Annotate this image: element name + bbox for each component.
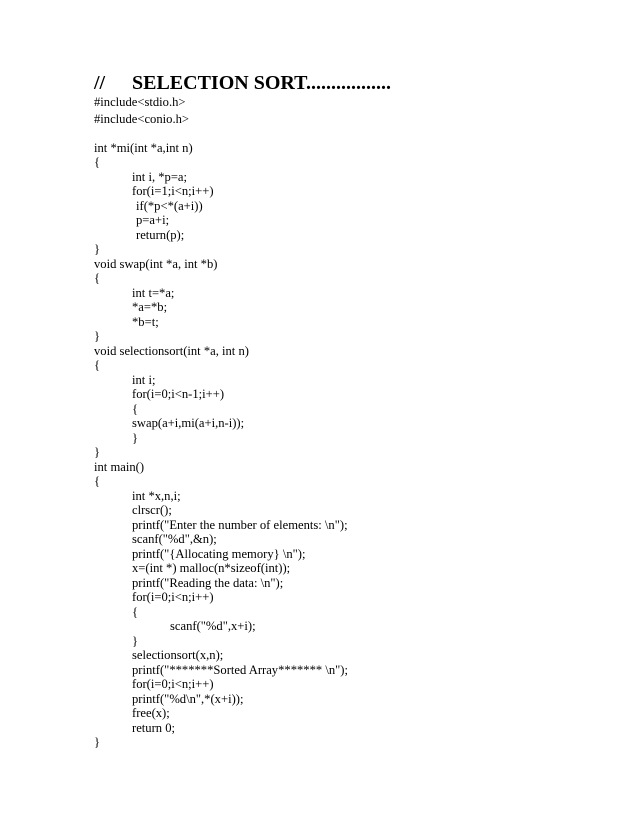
- code-line: void selectionsort(int *a, int n): [94, 344, 249, 358]
- code-line: }: [132, 634, 139, 648]
- code-line: *a=*b;: [132, 300, 168, 314]
- code-line: printf("{Allocating memory} \n");: [132, 547, 306, 561]
- code-line: printf("Reading the data: \n");: [132, 576, 284, 590]
- code-line: for(i=0;i<n;i++): [132, 590, 214, 604]
- code-line: for(i=0;i<n;i++): [132, 677, 214, 691]
- code-line: selectionsort(x,n);: [132, 648, 224, 662]
- code-line: }: [94, 735, 101, 749]
- code-line: p=a+i;: [136, 213, 170, 227]
- code-line: printf("Enter the number of elements: \n");: [132, 518, 348, 532]
- code-line: return(p);: [136, 228, 185, 242]
- code-line: printf("%d\n",*(x+i));: [132, 692, 244, 706]
- title-comment-slashes: //: [94, 72, 106, 94]
- code-line: {: [94, 474, 101, 488]
- code-line: int *mi(int *a,int n): [94, 141, 193, 155]
- code-line: int main(): [94, 460, 145, 474]
- code-line: int i, *p=a;: [132, 170, 188, 184]
- code-line: }: [94, 242, 101, 256]
- code-line: for(i=1;i<n;i++): [132, 184, 214, 198]
- document-title: [94, 72, 391, 95]
- title-text: SELECTION SORT.................: [132, 72, 391, 94]
- code-line: #include<stdio.h>: [94, 95, 186, 109]
- code-line: void swap(int *a, int *b): [94, 257, 218, 271]
- code-line: if(*p<*(a+i)): [136, 199, 203, 213]
- code-line: {: [132, 605, 139, 619]
- code-line: *b=t;: [132, 315, 159, 329]
- code-line: }: [132, 431, 139, 445]
- code-line: int *x,n,i;: [132, 489, 181, 503]
- code-line: {: [94, 155, 101, 169]
- code-line: return 0;: [132, 721, 176, 735]
- code-line: #include<conio.h>: [94, 112, 189, 126]
- code-line: for(i=0;i<n-1;i++): [132, 387, 225, 401]
- code-line: scanf("%d",&n);: [132, 532, 217, 546]
- code-line: }: [94, 445, 101, 459]
- code-line: clrscr();: [132, 503, 172, 517]
- code-line: printf("*******Sorted Array******* \n");: [132, 663, 348, 677]
- code-line: {: [94, 358, 101, 372]
- code-line: int t=*a;: [132, 286, 175, 300]
- code-line: }: [94, 329, 101, 343]
- code-line: free(x);: [132, 706, 170, 720]
- code-line: x=(int *) malloc(n*sizeof(int));: [132, 561, 291, 575]
- code-line: {: [94, 271, 101, 285]
- code-line: scanf("%d",x+i);: [170, 619, 256, 633]
- code-line: int i;: [132, 373, 156, 387]
- code-line: swap(a+i,mi(a+i,n-i));: [132, 416, 245, 430]
- code-line: {: [132, 402, 139, 416]
